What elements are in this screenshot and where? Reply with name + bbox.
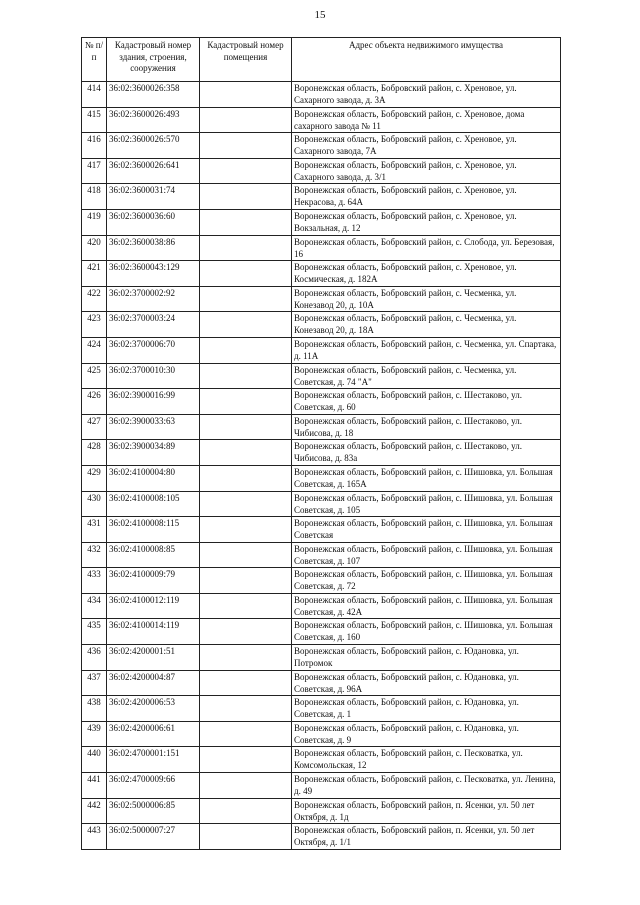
cell-num: 429 bbox=[82, 465, 107, 491]
cell-num: 421 bbox=[82, 261, 107, 287]
table-row bbox=[82, 773, 561, 799]
cell-num: 434 bbox=[82, 593, 107, 619]
cell-address: Воронежская область, Бобровский район, с. Шишовка, ул. Большая Советская, д. 160 bbox=[292, 619, 561, 645]
cell-address: Воронежская область, Бобровский район, с. Хреновое, ул. Космическая, д. 182А bbox=[292, 261, 561, 287]
cell-address: Воронежская область, Бобровский район, с. Шестаково, ул. Советская, д. 60 bbox=[292, 389, 561, 415]
cell-cadastral: 36:02:3600026:570 bbox=[107, 133, 200, 159]
cell-room bbox=[200, 824, 292, 850]
cell-room bbox=[200, 491, 292, 517]
table-row bbox=[82, 593, 561, 619]
cell-num: 423 bbox=[82, 312, 107, 338]
cell-address: Воронежская область, Бобровский район, с. Шишовка, ул. Большая Советская, д. 105 bbox=[292, 491, 561, 517]
cell-address: Воронежская область, Бобровский район, с. Слобода, ул. Березовая, 16 bbox=[292, 235, 561, 261]
cell-address: Воронежская область, Бобровский район, с. Хреновое, ул. Сахарного завода, д. 3А bbox=[292, 82, 561, 108]
table-row bbox=[82, 721, 561, 747]
cell-address: Воронежская область, Бобровский район, с. Юдановка, ул. Советская, д. 96А bbox=[292, 670, 561, 696]
cell-num: 433 bbox=[82, 568, 107, 594]
header-num: № п/п bbox=[82, 38, 107, 82]
cell-address: Воронежская область, Бобровский район, с. Хреновое, ул. Вокзальная, д. 12 bbox=[292, 209, 561, 235]
table-row bbox=[82, 337, 561, 363]
header-address: Адрес объекта недвижимого имущества bbox=[292, 38, 561, 82]
cell-address: Воронежская область, Бобровский район, п. Ясенки, ул. 50 лет Октября, д. 1д bbox=[292, 798, 561, 824]
table-row bbox=[82, 261, 561, 287]
cell-cadastral: 36:02:3700006:70 bbox=[107, 337, 200, 363]
cell-num: 427 bbox=[82, 414, 107, 440]
cell-num: 439 bbox=[82, 721, 107, 747]
cell-num: 435 bbox=[82, 619, 107, 645]
cell-num: 426 bbox=[82, 389, 107, 415]
table-row bbox=[82, 517, 561, 543]
cell-num: 428 bbox=[82, 440, 107, 466]
cell-cadastral: 36:02:4200006:53 bbox=[107, 696, 200, 722]
cell-address: Воронежская область, Бобровский район, с. Песковатка, ул. Ленина, д. 49 bbox=[292, 773, 561, 799]
cell-address: Воронежская область, Бобровский район, с. Шишовка, ул. Большая Советская, д. 72 bbox=[292, 568, 561, 594]
cell-num: 425 bbox=[82, 363, 107, 389]
cell-num: 437 bbox=[82, 670, 107, 696]
table-row bbox=[82, 696, 561, 722]
cell-cadastral: 36:02:3900033:63 bbox=[107, 414, 200, 440]
cell-cadastral: 36:02:4100008:105 bbox=[107, 491, 200, 517]
cell-num: 443 bbox=[82, 824, 107, 850]
cell-cadastral: 36:02:4100004:80 bbox=[107, 465, 200, 491]
table-row bbox=[82, 440, 561, 466]
cell-num: 438 bbox=[82, 696, 107, 722]
cell-address: Воронежская область, Бобровский район, с. Чесменка, ул. Советская, д. 74 "А" bbox=[292, 363, 561, 389]
cell-address: Воронежская область, Бобровский район, с. Шишовка, ул. Большая Советская bbox=[292, 517, 561, 543]
cell-room bbox=[200, 337, 292, 363]
cell-address: Воронежская область, Бобровский район, с. Хреновое, ул. Сахарного завода, д. 3/1 bbox=[292, 158, 561, 184]
table-row bbox=[82, 798, 561, 824]
cell-num: 419 bbox=[82, 209, 107, 235]
cell-cadastral: 36:02:4100008:85 bbox=[107, 542, 200, 568]
cell-num: 420 bbox=[82, 235, 107, 261]
cell-room bbox=[200, 542, 292, 568]
cell-room bbox=[200, 133, 292, 159]
cell-room bbox=[200, 414, 292, 440]
cell-address: Воронежская область, Бобровский район, с. Юдановка, ул. Советская, д. 1 bbox=[292, 696, 561, 722]
table-row bbox=[82, 747, 561, 773]
cell-num: 422 bbox=[82, 286, 107, 312]
cell-room bbox=[200, 773, 292, 799]
cell-room bbox=[200, 184, 292, 210]
table-row bbox=[82, 389, 561, 415]
cell-room bbox=[200, 158, 292, 184]
cell-num: 424 bbox=[82, 337, 107, 363]
cell-num: 417 bbox=[82, 158, 107, 184]
cell-room bbox=[200, 670, 292, 696]
cell-room bbox=[200, 465, 292, 491]
cell-address: Воронежская область, Бобровский район, с. Песковатка, ул. Комсомольская, 12 bbox=[292, 747, 561, 773]
cell-num: 430 bbox=[82, 491, 107, 517]
cell-address: Воронежская область, Бобровский район, с. Шишовка, ул. Большая Советская, д. 42А bbox=[292, 593, 561, 619]
cell-room bbox=[200, 286, 292, 312]
cell-cadastral: 36:02:4700001:151 bbox=[107, 747, 200, 773]
table-row bbox=[82, 286, 561, 312]
cell-cadastral: 36:02:5000006:85 bbox=[107, 798, 200, 824]
cell-cadastral: 36:02:4100012:119 bbox=[107, 593, 200, 619]
table-header-row bbox=[82, 38, 561, 82]
property-registry-table bbox=[81, 37, 561, 850]
cell-room bbox=[200, 312, 292, 338]
cell-cadastral: 36:02:5000007:27 bbox=[107, 824, 200, 850]
cell-address: Воронежская область, Бобровский район, с. Юдановка, ул. Советская, д. 9 bbox=[292, 721, 561, 747]
cell-cadastral: 36:02:4100009:79 bbox=[107, 568, 200, 594]
cell-num: 431 bbox=[82, 517, 107, 543]
cell-cadastral: 36:02:3600026:358 bbox=[107, 82, 200, 108]
cell-address: Воронежская область, Бобровский район, с. Юдановка, ул. Потромок bbox=[292, 645, 561, 671]
cell-address: Воронежская область, Бобровский район, с. Шишовка, ул. Большая Советская, д. 107 bbox=[292, 542, 561, 568]
cell-cadastral: 36:02:3700002:92 bbox=[107, 286, 200, 312]
cell-num: 415 bbox=[82, 107, 107, 133]
table-row bbox=[82, 158, 561, 184]
cell-cadastral: 36:02:3600036:60 bbox=[107, 209, 200, 235]
table-row bbox=[82, 312, 561, 338]
table-row bbox=[82, 414, 561, 440]
page-number: 15 bbox=[314, 9, 326, 21]
cell-cadastral: 36:02:4700009:66 bbox=[107, 773, 200, 799]
cell-address: Воронежская область, Бобровский район, с. Хреновое, ул. Сахарного завода, 7А bbox=[292, 133, 561, 159]
cell-num: 440 bbox=[82, 747, 107, 773]
header-room: Кадастровый номер помещения bbox=[200, 38, 292, 82]
cell-num: 418 bbox=[82, 184, 107, 210]
cell-cadastral: 36:02:3600026:493 bbox=[107, 107, 200, 133]
cell-cadastral: 36:02:3900016:99 bbox=[107, 389, 200, 415]
cell-cadastral: 36:02:3600026:641 bbox=[107, 158, 200, 184]
table-row bbox=[82, 235, 561, 261]
table-row bbox=[82, 82, 561, 108]
cell-room bbox=[200, 389, 292, 415]
cell-cadastral: 36:02:4100008:115 bbox=[107, 517, 200, 543]
cell-num: 432 bbox=[82, 542, 107, 568]
table-row bbox=[82, 824, 561, 850]
table-row bbox=[82, 363, 561, 389]
cell-room bbox=[200, 645, 292, 671]
cell-address: Воронежская область, Бобровский район, с. Чесменка, ул. Конезавод 20, д. 10А bbox=[292, 286, 561, 312]
cell-room bbox=[200, 798, 292, 824]
cell-cadastral: 36:02:3600031:74 bbox=[107, 184, 200, 210]
cell-cadastral: 36:02:3700010:30 bbox=[107, 363, 200, 389]
cell-room bbox=[200, 568, 292, 594]
cell-num: 441 bbox=[82, 773, 107, 799]
cell-room bbox=[200, 107, 292, 133]
cell-room bbox=[200, 721, 292, 747]
table-row bbox=[82, 465, 561, 491]
cell-room bbox=[200, 517, 292, 543]
cell-address: Воронежская область, Бобровский район, с. Шишовка, ул. Большая Советская, д. 165А bbox=[292, 465, 561, 491]
cell-num: 436 bbox=[82, 645, 107, 671]
cell-room bbox=[200, 209, 292, 235]
table-row bbox=[82, 107, 561, 133]
cell-address: Воронежская область, Бобровский район, с. Хреновое, ул. Некрасова, д. 64А bbox=[292, 184, 561, 210]
cell-cadastral: 36:02:3600038:86 bbox=[107, 235, 200, 261]
cell-room bbox=[200, 593, 292, 619]
cell-cadastral: 36:02:4200001:51 bbox=[107, 645, 200, 671]
cell-room bbox=[200, 82, 292, 108]
cell-address: Воронежская область, Бобровский район, с. Шестаково, ул. Чибисова, д. 18 bbox=[292, 414, 561, 440]
cell-room bbox=[200, 696, 292, 722]
cell-address: Воронежская область, Бобровский район, с. Чесменка, ул. Конезавод 20, д. 18А bbox=[292, 312, 561, 338]
cell-num: 442 bbox=[82, 798, 107, 824]
cell-num: 414 bbox=[82, 82, 107, 108]
cell-room bbox=[200, 619, 292, 645]
cell-room bbox=[200, 440, 292, 466]
cell-address: Воронежская область, Бобровский район, с. Шестаково, ул. Чибисова, д. 83а bbox=[292, 440, 561, 466]
cell-cadastral: 36:02:3600043:129 bbox=[107, 261, 200, 287]
cell-cadastral: 36:02:4100014:119 bbox=[107, 619, 200, 645]
cell-room bbox=[200, 747, 292, 773]
table-row bbox=[82, 568, 561, 594]
table-row bbox=[82, 184, 561, 210]
cell-address: Воронежская область, Бобровский район, с. Хреновое, дома сахарного завода № 11 bbox=[292, 107, 561, 133]
table-row bbox=[82, 670, 561, 696]
table-row bbox=[82, 491, 561, 517]
cell-cadastral: 36:02:4200004:87 bbox=[107, 670, 200, 696]
cell-address: Воронежская область, Бобровский район, п. Ясенки, ул. 50 лет Октября, д. 1/1 bbox=[292, 824, 561, 850]
cell-room bbox=[200, 261, 292, 287]
cell-cadastral: 36:02:3700003:24 bbox=[107, 312, 200, 338]
cell-num: 416 bbox=[82, 133, 107, 159]
cell-address: Воронежская область, Бобровский район, с. Чесменка, ул. Спартака, д. 11А bbox=[292, 337, 561, 363]
header-cadastral: Кадастровый номер здания, строения, сооружения bbox=[107, 38, 200, 82]
table-row bbox=[82, 209, 561, 235]
cell-room bbox=[200, 363, 292, 389]
table-row bbox=[82, 133, 561, 159]
cell-room bbox=[200, 235, 292, 261]
table-row bbox=[82, 619, 561, 645]
cell-cadastral: 36:02:4200006:61 bbox=[107, 721, 200, 747]
cell-cadastral: 36:02:3900034:89 bbox=[107, 440, 200, 466]
table-row bbox=[82, 645, 561, 671]
table-row bbox=[82, 542, 561, 568]
